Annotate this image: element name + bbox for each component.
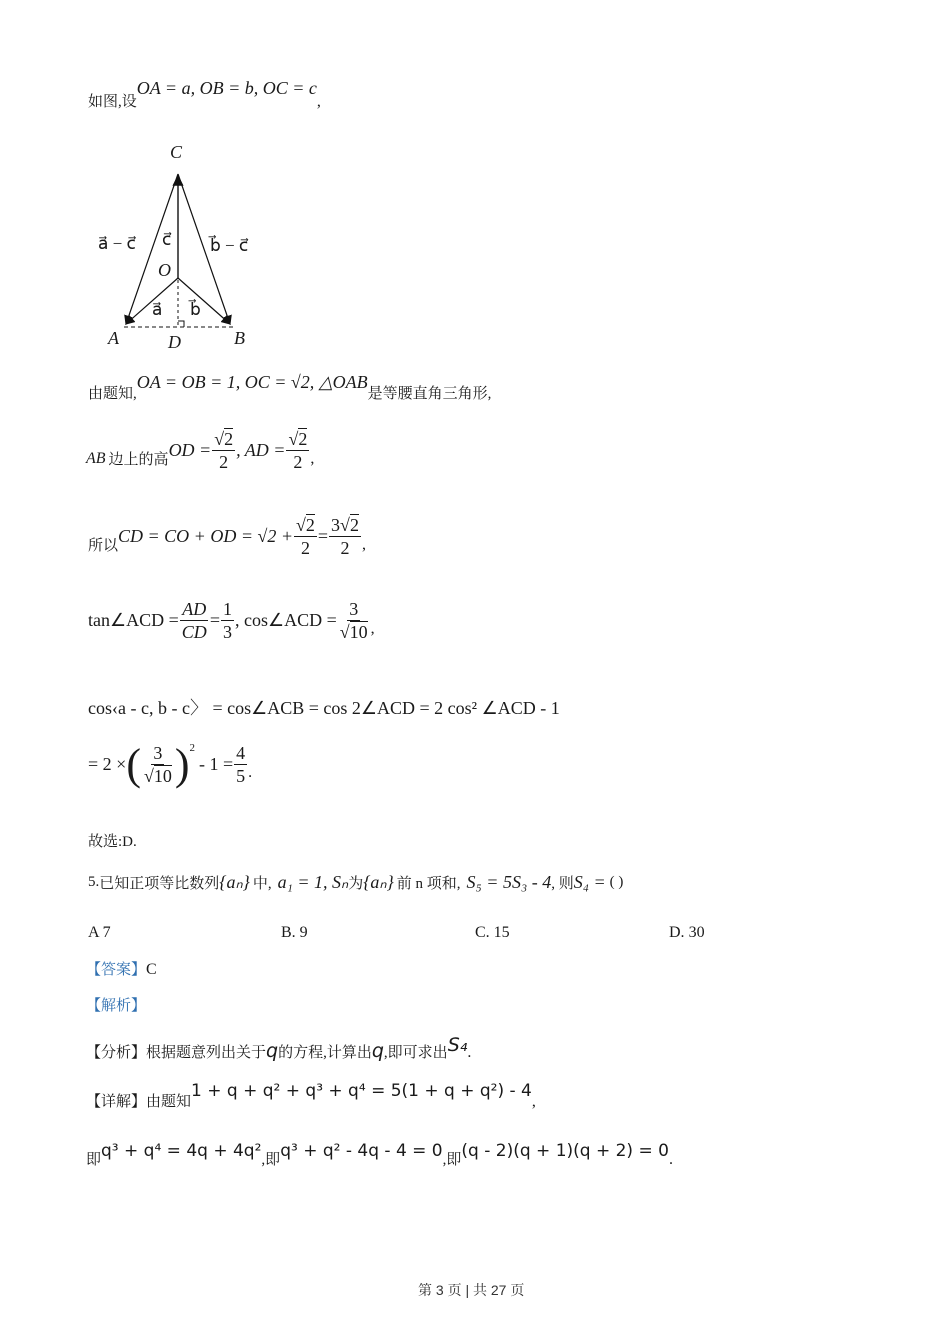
period: .	[467, 1044, 472, 1061]
right-paren: )	[174, 739, 190, 789]
analysis-line	[86, 1034, 472, 1062]
answer-line	[86, 958, 157, 979]
tan-cos-line	[88, 598, 375, 643]
equals: =	[209, 610, 220, 630]
detail-prefix: 由题知	[146, 1094, 192, 1110]
period: .	[668, 1151, 673, 1168]
exponent: 2	[189, 742, 196, 754]
comma: ,	[310, 449, 315, 467]
cos-angle-line: cos‹a - c, b - c〉 = cos∠ACB = cos 2∠ACD = 2 cos² ∠ACD - 1	[88, 698, 560, 718]
tan-fraction: $\frac{AD}{CD}$	[181, 599, 207, 642]
label-c: C	[170, 142, 183, 162]
comma: ,	[531, 1093, 536, 1110]
given-math: OA = OB = 1, OC = √2, △OAB	[136, 372, 368, 392]
s4-symbol: S₄	[447, 1034, 468, 1056]
sequence: {aₙ}	[363, 872, 394, 892]
analysis-text: 根据题意列出关于	[146, 1045, 267, 1061]
question-stem: , 则	[551, 876, 574, 892]
ad-fraction: $\frac{√2}{2}$	[288, 429, 308, 472]
analysis-label: 【分析】	[86, 1045, 147, 1061]
given-line	[88, 372, 492, 402]
question-stem: 中,	[252, 876, 272, 892]
detail-line-2	[86, 1141, 673, 1169]
option-c: C. 15	[475, 924, 510, 941]
answer-blank: ( )	[609, 874, 624, 890]
intro-prefix: 如图,设	[88, 94, 137, 110]
analysis-tag: 【解析】	[86, 998, 147, 1014]
height-line	[86, 428, 314, 473]
detail-line	[86, 1081, 536, 1111]
question-5	[88, 872, 623, 893]
vector-c: c⃗	[162, 230, 172, 249]
cd-prefix: 所以	[88, 538, 119, 554]
comma: ,	[316, 93, 321, 110]
equation-1: q³ + q⁴ = 4q + 4q²	[101, 1141, 262, 1161]
ad-label: , AD =	[236, 440, 286, 460]
tan-label: tan∠ACD =	[88, 610, 179, 630]
sequence: {aₙ}	[219, 872, 250, 892]
condition-2: S₅ = 5S₃ - 4	[466, 872, 552, 892]
cd-line	[88, 514, 366, 559]
result-prefix: = 2 ×	[88, 754, 127, 774]
vector-b: b⃗	[190, 300, 201, 319]
conclusion: 故选:D.	[88, 834, 137, 850]
variable-q: q	[266, 1040, 279, 1062]
vector-diagram	[96, 142, 266, 357]
detail-math: 1 + q + q² + q³ + q⁴ = 5(1 + q + q²) - 4	[191, 1081, 532, 1101]
analysis-text: 的方程,计算出	[278, 1045, 372, 1061]
option-b: B. 9	[281, 924, 308, 941]
vector-a-minus-c: a⃗ − c⃗	[98, 234, 136, 253]
detail-connector: 即	[86, 1152, 102, 1168]
page-footer: 第 3 页 | 共 27 页	[418, 1282, 525, 1298]
question-stem: 前 n 项和,	[396, 876, 461, 892]
question-stem: 已知正项等比数列	[99, 876, 220, 892]
detail-connector: ,即	[261, 1152, 281, 1168]
option-a: A 7	[88, 924, 111, 941]
label-o: O	[158, 260, 171, 280]
condition: a₁ = 1, Sₙ	[277, 872, 349, 892]
period: .	[248, 763, 253, 781]
equation-3: (q - 2)(q + 1)(q + 2) = 0	[461, 1141, 669, 1161]
intro-line	[88, 78, 321, 110]
left-paren: (	[126, 739, 141, 789]
tan-value-fraction: $\frac{1}{3}$	[222, 599, 232, 642]
question-number: 5.	[88, 874, 100, 890]
label-a: A	[108, 328, 119, 348]
result-line	[88, 739, 253, 789]
vector-b-minus-c: b⃗ − c⃗	[210, 236, 249, 255]
variable-q: q	[371, 1040, 384, 1062]
cos-label: , cos∠ACD =	[234, 610, 337, 630]
cos-fraction: $\frac{3}{√10}$	[339, 599, 368, 642]
comma: ,	[370, 619, 375, 637]
option-d: D. 30	[669, 924, 705, 941]
od-label: OD =	[168, 440, 212, 460]
question-stem: 为	[348, 876, 364, 892]
comma: ,	[361, 535, 366, 553]
height-prefix: 边上的高	[108, 452, 169, 468]
vector-a: a⃗	[152, 300, 163, 319]
cd-fraction-1: $\frac{√2}{2}$	[296, 515, 315, 558]
result-inner-fraction: $\frac{3}{√10}$	[143, 743, 172, 786]
intro-math: OA = a, OB = b, OC = c	[136, 78, 317, 98]
detail-label: 【详解】	[86, 1094, 147, 1110]
question-ask: S₄ =	[573, 872, 606, 892]
cd-fraction-2: $\frac{3√2}{2}$	[331, 515, 359, 558]
ab-label: AB	[86, 449, 106, 467]
detail-connector: ,即	[442, 1152, 462, 1168]
analysis-text: ,即可求出	[383, 1045, 448, 1061]
given-prefix: 由题知,	[88, 386, 137, 402]
result-post: - 1 =	[199, 754, 234, 774]
od-fraction: $\frac{√2}{2}$	[214, 429, 234, 472]
given-suffix: 是等腰直角三角形,	[367, 386, 492, 402]
answer-value: C	[146, 961, 157, 978]
equation-2: q³ + q² - 4q - 4 = 0	[280, 1141, 443, 1161]
equals: =	[317, 526, 329, 546]
cd-math: CD = CO + OD = √2 +	[118, 526, 293, 546]
label-d: D	[168, 332, 181, 352]
result-fraction: $\frac{4}{5}$	[236, 743, 246, 786]
label-b: B	[234, 328, 245, 348]
answer-tag: 【答案】	[86, 962, 147, 978]
